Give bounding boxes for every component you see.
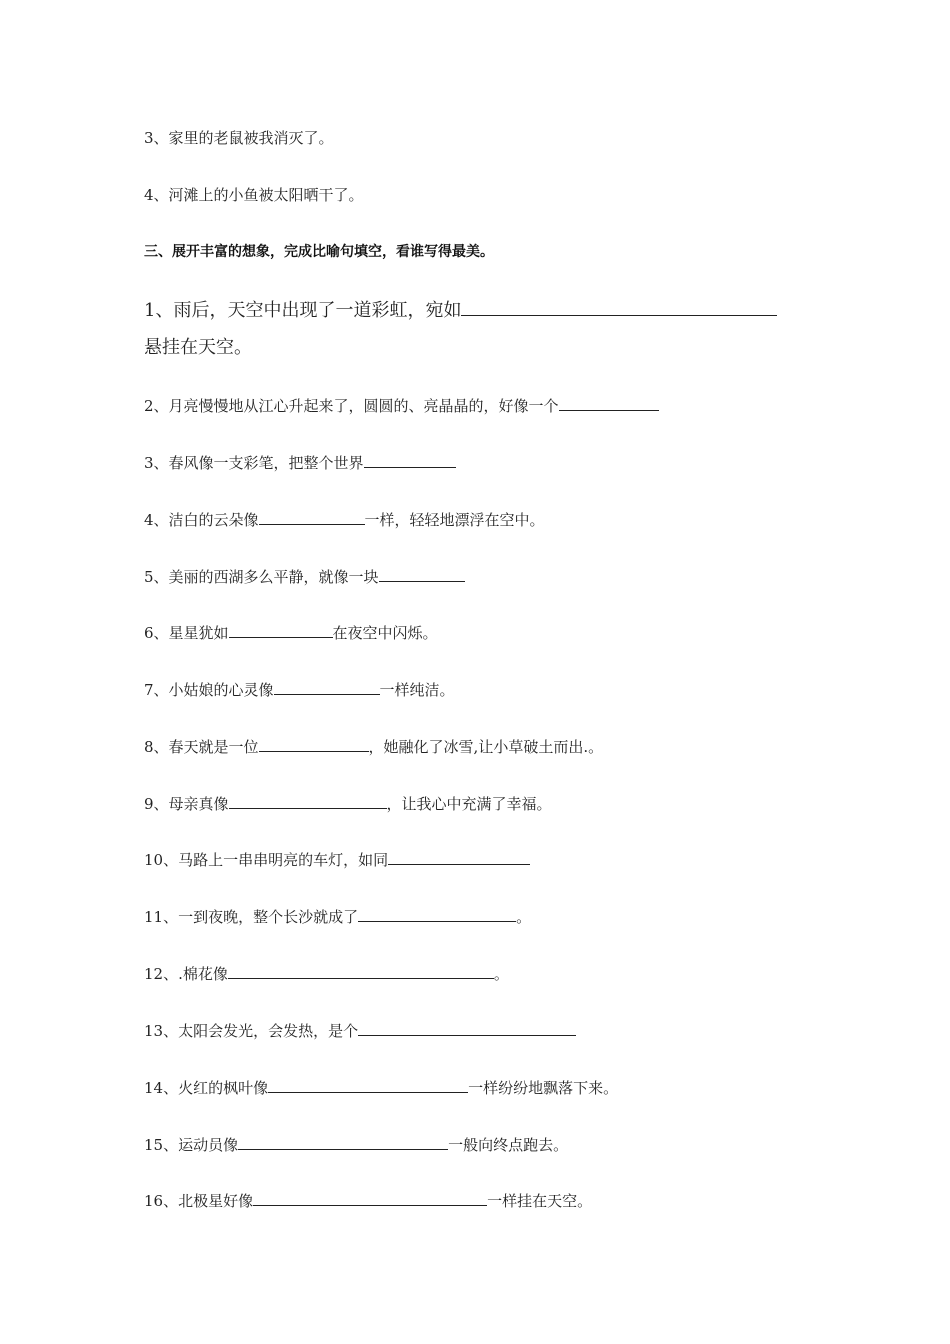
question-12: [144, 962, 509, 984]
answer-blank-13[interactable]: [358, 1019, 576, 1036]
answer-blank-8[interactable]: [259, 735, 369, 752]
question-16-text: 16、北极星好像: [144, 1192, 254, 1210]
question-9: [144, 792, 552, 814]
question-3: [144, 451, 456, 473]
answer-blank-2[interactable]: [559, 394, 659, 411]
question-15: [144, 1133, 568, 1155]
question-11: [144, 905, 531, 927]
question-2: [144, 394, 659, 416]
answer-blank-16[interactable]: [253, 1189, 487, 1206]
question-12-text: 12、.棉花像: [144, 965, 228, 983]
question-11-after: 。: [516, 908, 532, 926]
answer-blank-12[interactable]: [228, 962, 494, 979]
question-11-text: 11、一到夜晚，整个长沙就成了: [144, 908, 359, 926]
answer-blank-3[interactable]: [364, 451, 456, 468]
question-13: [144, 1019, 576, 1041]
question-1-continuation: 悬挂在天空。: [144, 337, 252, 358]
answer-blank-9[interactable]: [229, 792, 387, 809]
question-7-text: 7、小姑娘的心灵像: [144, 681, 274, 699]
question-6-after: 在夜空中闪烁。: [332, 624, 438, 642]
question-3-text: 3、春风像一支彩笔，把整个世界: [144, 454, 364, 472]
question-14: [144, 1076, 618, 1098]
question-5-text: 5、美丽的西湖多么平静，就像一块: [144, 568, 379, 586]
question-1-text: 1、雨后，天空中出现了一道彩虹，宛如: [144, 300, 462, 321]
answer-blank-15[interactable]: [238, 1133, 448, 1150]
question-16-after: 一样挂在天空。: [487, 1192, 593, 1210]
answer-blank-1[interactable]: [461, 296, 777, 316]
question-2-text: 2、月亮慢慢地从江心升起来了，圆圆的、亮晶晶的，好像一个: [144, 397, 559, 415]
question-5: [144, 565, 465, 587]
question-8: [144, 735, 603, 757]
answer-blank-10[interactable]: [388, 848, 530, 865]
section-3-heading: 三、展开丰富的想象，完成比喻句填空，看谁写得最美。: [144, 244, 494, 260]
question-15-text: 15、运动员像: [144, 1136, 239, 1154]
question-16: [144, 1189, 592, 1211]
question-4-after: 一样，轻轻地漂浮在空中。: [364, 511, 545, 529]
question-9-after: ，让我心中充满了幸福。: [386, 795, 552, 813]
question-7-after: 一样纯洁。: [379, 681, 455, 699]
question-6-text: 6、星星犹如: [144, 624, 229, 642]
answer-blank-4[interactable]: [259, 508, 365, 525]
question-12-after: 。: [493, 965, 509, 983]
question-4: [144, 508, 545, 530]
question-1: [144, 296, 777, 323]
question-9-text: 9、母亲真像: [144, 795, 229, 813]
item-4-fish: 4、河滩上的小鱼被太阳晒干了。: [144, 186, 364, 204]
question-8-after: ，她融化了冰雪,让小草破土而出.。: [368, 738, 604, 756]
answer-blank-7[interactable]: [274, 678, 380, 695]
question-15-after: 一般向终点跑去。: [448, 1136, 569, 1154]
answer-blank-5[interactable]: [379, 565, 465, 582]
question-14-text: 14、火红的枫叶像: [144, 1079, 269, 1097]
answer-blank-14[interactable]: [268, 1076, 468, 1093]
question-10-text: 10、马路上一串串明亮的车灯，如同: [144, 851, 389, 869]
item-3-mouse: 3、家里的老鼠被我消灭了。: [144, 129, 334, 147]
answer-blank-6[interactable]: [229, 621, 333, 638]
answer-blank-11[interactable]: [358, 905, 516, 922]
question-7: [144, 678, 455, 700]
question-8-text: 8、春天就是一位: [144, 738, 259, 756]
question-13-text: 13、太阳会发光，会发热，是个: [144, 1022, 359, 1040]
question-6: [144, 621, 438, 643]
question-4-text: 4、洁白的云朵像: [144, 511, 259, 529]
question-10: [144, 848, 530, 870]
question-14-after: 一样纷纷地飘落下来。: [468, 1079, 619, 1097]
